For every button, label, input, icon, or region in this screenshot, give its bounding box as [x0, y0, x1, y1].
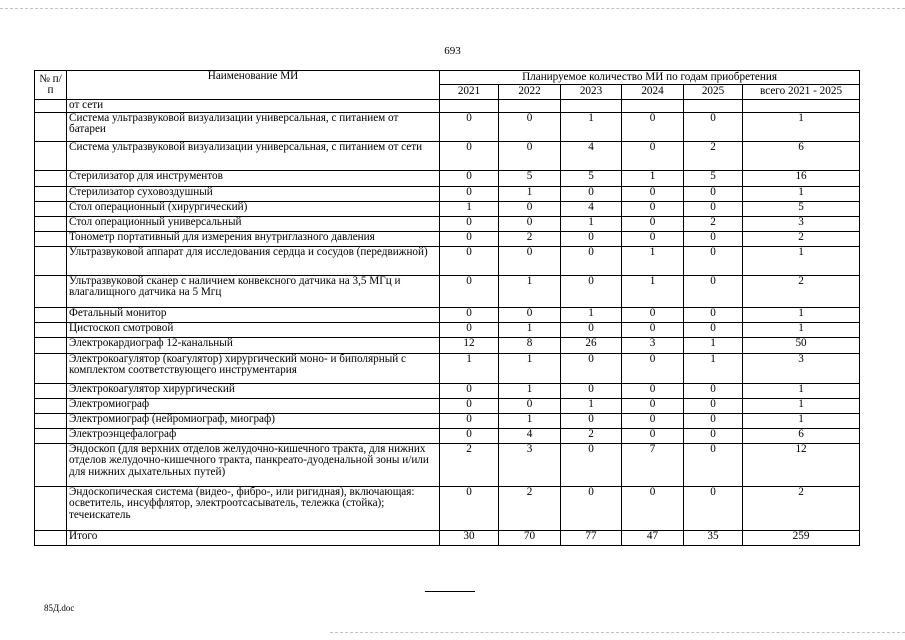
row-total-value: 6 — [743, 141, 860, 170]
table-row — [35, 353, 860, 383]
row-year-value: 0 — [622, 231, 684, 246]
row-year-value: 0 — [684, 383, 743, 398]
row-device-name: Эндоскоп (для верхних отделов желудочно-кишечного тракта, для нижних отделов желудочно-кишечного тракта, панкреато-дуоденальной зоны и/или для нижних дыхательных путей) — [67, 443, 440, 486]
row-year-value: 0 — [561, 186, 622, 201]
row-year-value: 2 — [684, 141, 743, 170]
row-year-value: 1 — [561, 216, 622, 231]
row-device-name: Электрокардиограф 12-канальный — [67, 337, 440, 353]
row-year-value: 0 — [684, 275, 743, 307]
row-number-cell — [35, 486, 67, 530]
row-year-value: 0 — [440, 428, 499, 443]
row-number-cell — [35, 383, 67, 398]
row-number-cell — [35, 428, 67, 443]
row-total-value — [743, 100, 860, 113]
row-year-value: 1 — [684, 353, 743, 383]
table-row — [35, 246, 860, 275]
scan-artifact-top — [0, 8, 905, 10]
row-year-value: 0 — [440, 112, 499, 141]
row-total-value: 1 — [743, 186, 860, 201]
table-row — [35, 112, 860, 141]
row-year-value: 1 — [561, 398, 622, 413]
row-device-name: Система ультразвуковой визуализации универсальная, с питанием от батареи — [67, 112, 440, 141]
row-year-value: 2 — [499, 231, 561, 246]
row-year-value: 0 — [684, 322, 743, 337]
row-year-value: 0 — [561, 322, 622, 337]
row-year-value: 0 — [440, 307, 499, 322]
row-year-value: 0 — [440, 275, 499, 307]
row-year-value: 1 — [499, 275, 561, 307]
row-device-name: Стол операционный универсальный — [67, 216, 440, 231]
table-row — [35, 398, 860, 413]
row-year-value — [684, 100, 743, 113]
row-year-value — [622, 100, 684, 113]
row-number-cell — [35, 112, 67, 141]
row-number-cell — [35, 530, 67, 545]
row-year-value: 0 — [440, 141, 499, 170]
row-year-value: 0 — [684, 246, 743, 275]
row-year-value: 47 — [622, 530, 684, 545]
table-row — [35, 443, 860, 486]
table-row — [35, 383, 860, 398]
table-row — [35, 216, 860, 231]
row-year-value: 0 — [440, 322, 499, 337]
row-number-cell — [35, 201, 67, 216]
row-year-value: 0 — [440, 486, 499, 530]
table-row — [35, 486, 860, 530]
row-number-cell — [35, 337, 67, 353]
row-year-value: 0 — [440, 246, 499, 275]
row-year-value: 0 — [440, 170, 499, 186]
row-year-value: 0 — [440, 383, 499, 398]
row-year-value: 1 — [622, 170, 684, 186]
row-year-value: 0 — [561, 353, 622, 383]
row-total-value: 1 — [743, 413, 860, 428]
row-year-value: 5 — [684, 170, 743, 186]
row-total-value: 16 — [743, 170, 860, 186]
row-device-name: Фетальный монитор — [67, 307, 440, 322]
table-row — [35, 231, 860, 246]
row-total-value: 1 — [743, 112, 860, 141]
row-year-value: 5 — [561, 170, 622, 186]
row-device-name: Ультразвуковой аппарат для исследования сердца и сосудов (передвижной) — [67, 246, 440, 275]
row-year-value: 0 — [622, 307, 684, 322]
row-device-name: Тонометр портативный для измерения внутриглазного давления — [67, 231, 440, 246]
row-device-name: Электромиограф — [67, 398, 440, 413]
row-device-name: Ультразвуковой сканер с наличием конвексного датчика на 3,5 МГц и влагалищного датчика на 5 Мгц — [67, 275, 440, 307]
row-number-cell — [35, 246, 67, 275]
row-year-value: 1 — [440, 353, 499, 383]
footer-rule — [425, 591, 475, 592]
table-row — [35, 186, 860, 201]
row-year-value: 2 — [499, 486, 561, 530]
row-device-name: Стерилизатор для инструментов — [67, 170, 440, 186]
row-year-value: 0 — [622, 413, 684, 428]
header-name: Наименование МИ — [67, 71, 440, 100]
row-year-value: 2 — [440, 443, 499, 486]
row-total-value: 1 — [743, 322, 860, 337]
row-year-value: 0 — [499, 112, 561, 141]
header-year-2023: 2023 — [561, 85, 622, 100]
row-year-value: 0 — [684, 413, 743, 428]
header-year-2024: 2024 — [622, 85, 684, 100]
row-total-value: 1 — [743, 383, 860, 398]
row-year-value: 1 — [499, 322, 561, 337]
row-number-cell — [35, 353, 67, 383]
row-year-value: 26 — [561, 337, 622, 353]
row-year-value: 0 — [684, 398, 743, 413]
row-number-cell — [35, 141, 67, 170]
row-year-value: 0 — [622, 141, 684, 170]
row-year-value: 4 — [499, 428, 561, 443]
row-year-value: 0 — [499, 201, 561, 216]
table-row — [35, 100, 860, 113]
row-year-value: 0 — [561, 383, 622, 398]
row-year-value: 3 — [622, 337, 684, 353]
row-number-cell — [35, 170, 67, 186]
row-number-cell — [35, 186, 67, 201]
header-year-2021: 2021 — [440, 85, 499, 100]
row-total-value: 259 — [743, 530, 860, 545]
row-number-cell — [35, 398, 67, 413]
row-year-value: 0 — [622, 322, 684, 337]
row-year-value: 0 — [499, 216, 561, 231]
row-number-cell — [35, 322, 67, 337]
row-total-value: 2 — [743, 275, 860, 307]
row-year-value: 1 — [499, 413, 561, 428]
table-row — [35, 170, 860, 186]
row-device-name: Система ультразвуковой визуализации универсальная, с питанием от сети — [67, 141, 440, 170]
table-row — [35, 201, 860, 216]
row-device-name: Итого — [67, 530, 440, 545]
row-year-value: 0 — [622, 201, 684, 216]
row-year-value: 0 — [499, 398, 561, 413]
row-year-value — [499, 100, 561, 113]
row-device-name: Эндоскопическая система (видео-, фибро-, или ригидная), включающая: осветитель, инсуффлятор, электроотсасыватель, тележка (стойка); течеискатель — [67, 486, 440, 530]
row-number-cell — [35, 307, 67, 322]
header-planned: Планируемое количество МИ по годам приобретения — [440, 71, 860, 85]
row-year-value: 0 — [561, 486, 622, 530]
row-year-value: 1 — [499, 353, 561, 383]
row-total-value: 2 — [743, 231, 860, 246]
row-number-cell — [35, 100, 67, 113]
row-year-value: 5 — [499, 170, 561, 186]
row-year-value: 0 — [684, 428, 743, 443]
table-row — [35, 275, 860, 307]
table-row — [35, 322, 860, 337]
table-row — [35, 141, 860, 170]
row-total-value: 12 — [743, 443, 860, 486]
row-year-value: 1 — [440, 201, 499, 216]
row-year-value: 0 — [684, 307, 743, 322]
row-year-value: 1 — [622, 246, 684, 275]
row-year-value: 35 — [684, 530, 743, 545]
row-device-name: Цистоскоп смотровой — [67, 322, 440, 337]
row-total-value: 1 — [743, 398, 860, 413]
row-device-name: от сети — [67, 100, 440, 113]
row-year-value: 0 — [499, 246, 561, 275]
row-year-value: 8 — [499, 337, 561, 353]
row-total-value: 1 — [743, 307, 860, 322]
row-year-value — [561, 100, 622, 113]
row-total-value: 3 — [743, 216, 860, 231]
row-number-cell — [35, 216, 67, 231]
row-year-value: 1 — [684, 337, 743, 353]
row-year-value: 0 — [440, 186, 499, 201]
row-year-value: 1 — [499, 383, 561, 398]
footer-filename: 85Д.doc — [44, 603, 75, 613]
row-year-value: 3 — [499, 443, 561, 486]
row-year-value: 30 — [440, 530, 499, 545]
row-year-value: 1 — [561, 307, 622, 322]
row-year-value: 0 — [622, 428, 684, 443]
row-year-value: 2 — [684, 216, 743, 231]
row-year-value: 70 — [499, 530, 561, 545]
row-year-value: 2 — [561, 428, 622, 443]
scan-artifact-bottom — [330, 632, 905, 634]
row-year-value: 0 — [684, 201, 743, 216]
row-total-value: 5 — [743, 201, 860, 216]
table-row — [35, 428, 860, 443]
row-number-cell — [35, 231, 67, 246]
row-year-value: 0 — [622, 398, 684, 413]
row-total-value: 6 — [743, 428, 860, 443]
table-row — [35, 307, 860, 322]
row-total-value: 1 — [743, 246, 860, 275]
row-year-value: 0 — [561, 246, 622, 275]
table-row — [35, 337, 860, 353]
row-year-value: 77 — [561, 530, 622, 545]
row-year-value: 12 — [440, 337, 499, 353]
row-device-name: Электрокоагулятор хирургический — [67, 383, 440, 398]
row-year-value: 0 — [440, 216, 499, 231]
equipment-table — [34, 70, 860, 546]
row-year-value: 7 — [622, 443, 684, 486]
row-year-value: 0 — [499, 307, 561, 322]
row-year-value: 1 — [499, 186, 561, 201]
table-total-row — [35, 530, 860, 545]
row-year-value: 0 — [440, 231, 499, 246]
row-number-cell — [35, 413, 67, 428]
row-year-value: 4 — [561, 201, 622, 216]
row-year-value: 0 — [684, 443, 743, 486]
row-total-value: 50 — [743, 337, 860, 353]
row-year-value: 0 — [684, 231, 743, 246]
row-device-name: Стерилизатор суховоздушный — [67, 186, 440, 201]
table-body — [35, 100, 860, 546]
row-year-value: 0 — [440, 413, 499, 428]
row-year-value: 0 — [684, 112, 743, 141]
row-year-value: 0 — [499, 141, 561, 170]
row-year-value: 1 — [561, 112, 622, 141]
row-year-value: 0 — [622, 216, 684, 231]
row-year-value: 0 — [561, 231, 622, 246]
page-number: 693 — [444, 45, 461, 57]
row-year-value: 1 — [622, 275, 684, 307]
row-total-value: 3 — [743, 353, 860, 383]
header-year-2025: 2025 — [684, 85, 743, 100]
row-device-name: Электроэнцефалограф — [67, 428, 440, 443]
row-year-value: 0 — [561, 275, 622, 307]
table-row — [35, 413, 860, 428]
row-year-value: 0 — [622, 112, 684, 141]
row-year-value: 0 — [622, 383, 684, 398]
row-year-value — [440, 100, 499, 113]
row-year-value: 0 — [561, 443, 622, 486]
row-device-name: Электрокоагулятор (коагулятор) хирургический моно- и биполярный с комплектом соответствующего инструментария — [67, 353, 440, 383]
row-number-cell — [35, 443, 67, 486]
row-device-name: Стол операционный (хирургический) — [67, 201, 440, 216]
row-year-value: 0 — [622, 353, 684, 383]
row-year-value: 0 — [622, 486, 684, 530]
row-year-value: 0 — [684, 486, 743, 530]
header-year-2022: 2022 — [499, 85, 561, 100]
header-total: всего 2021 - 2025 — [743, 85, 860, 100]
row-year-value: 0 — [684, 186, 743, 201]
header-num: № п/п — [35, 71, 67, 100]
row-year-value: 0 — [622, 186, 684, 201]
row-total-value: 2 — [743, 486, 860, 530]
row-year-value: 4 — [561, 141, 622, 170]
row-year-value: 0 — [440, 398, 499, 413]
row-number-cell — [35, 275, 67, 307]
row-year-value: 0 — [561, 413, 622, 428]
row-device-name: Электромиограф (нейромиограф, миограф) — [67, 413, 440, 428]
